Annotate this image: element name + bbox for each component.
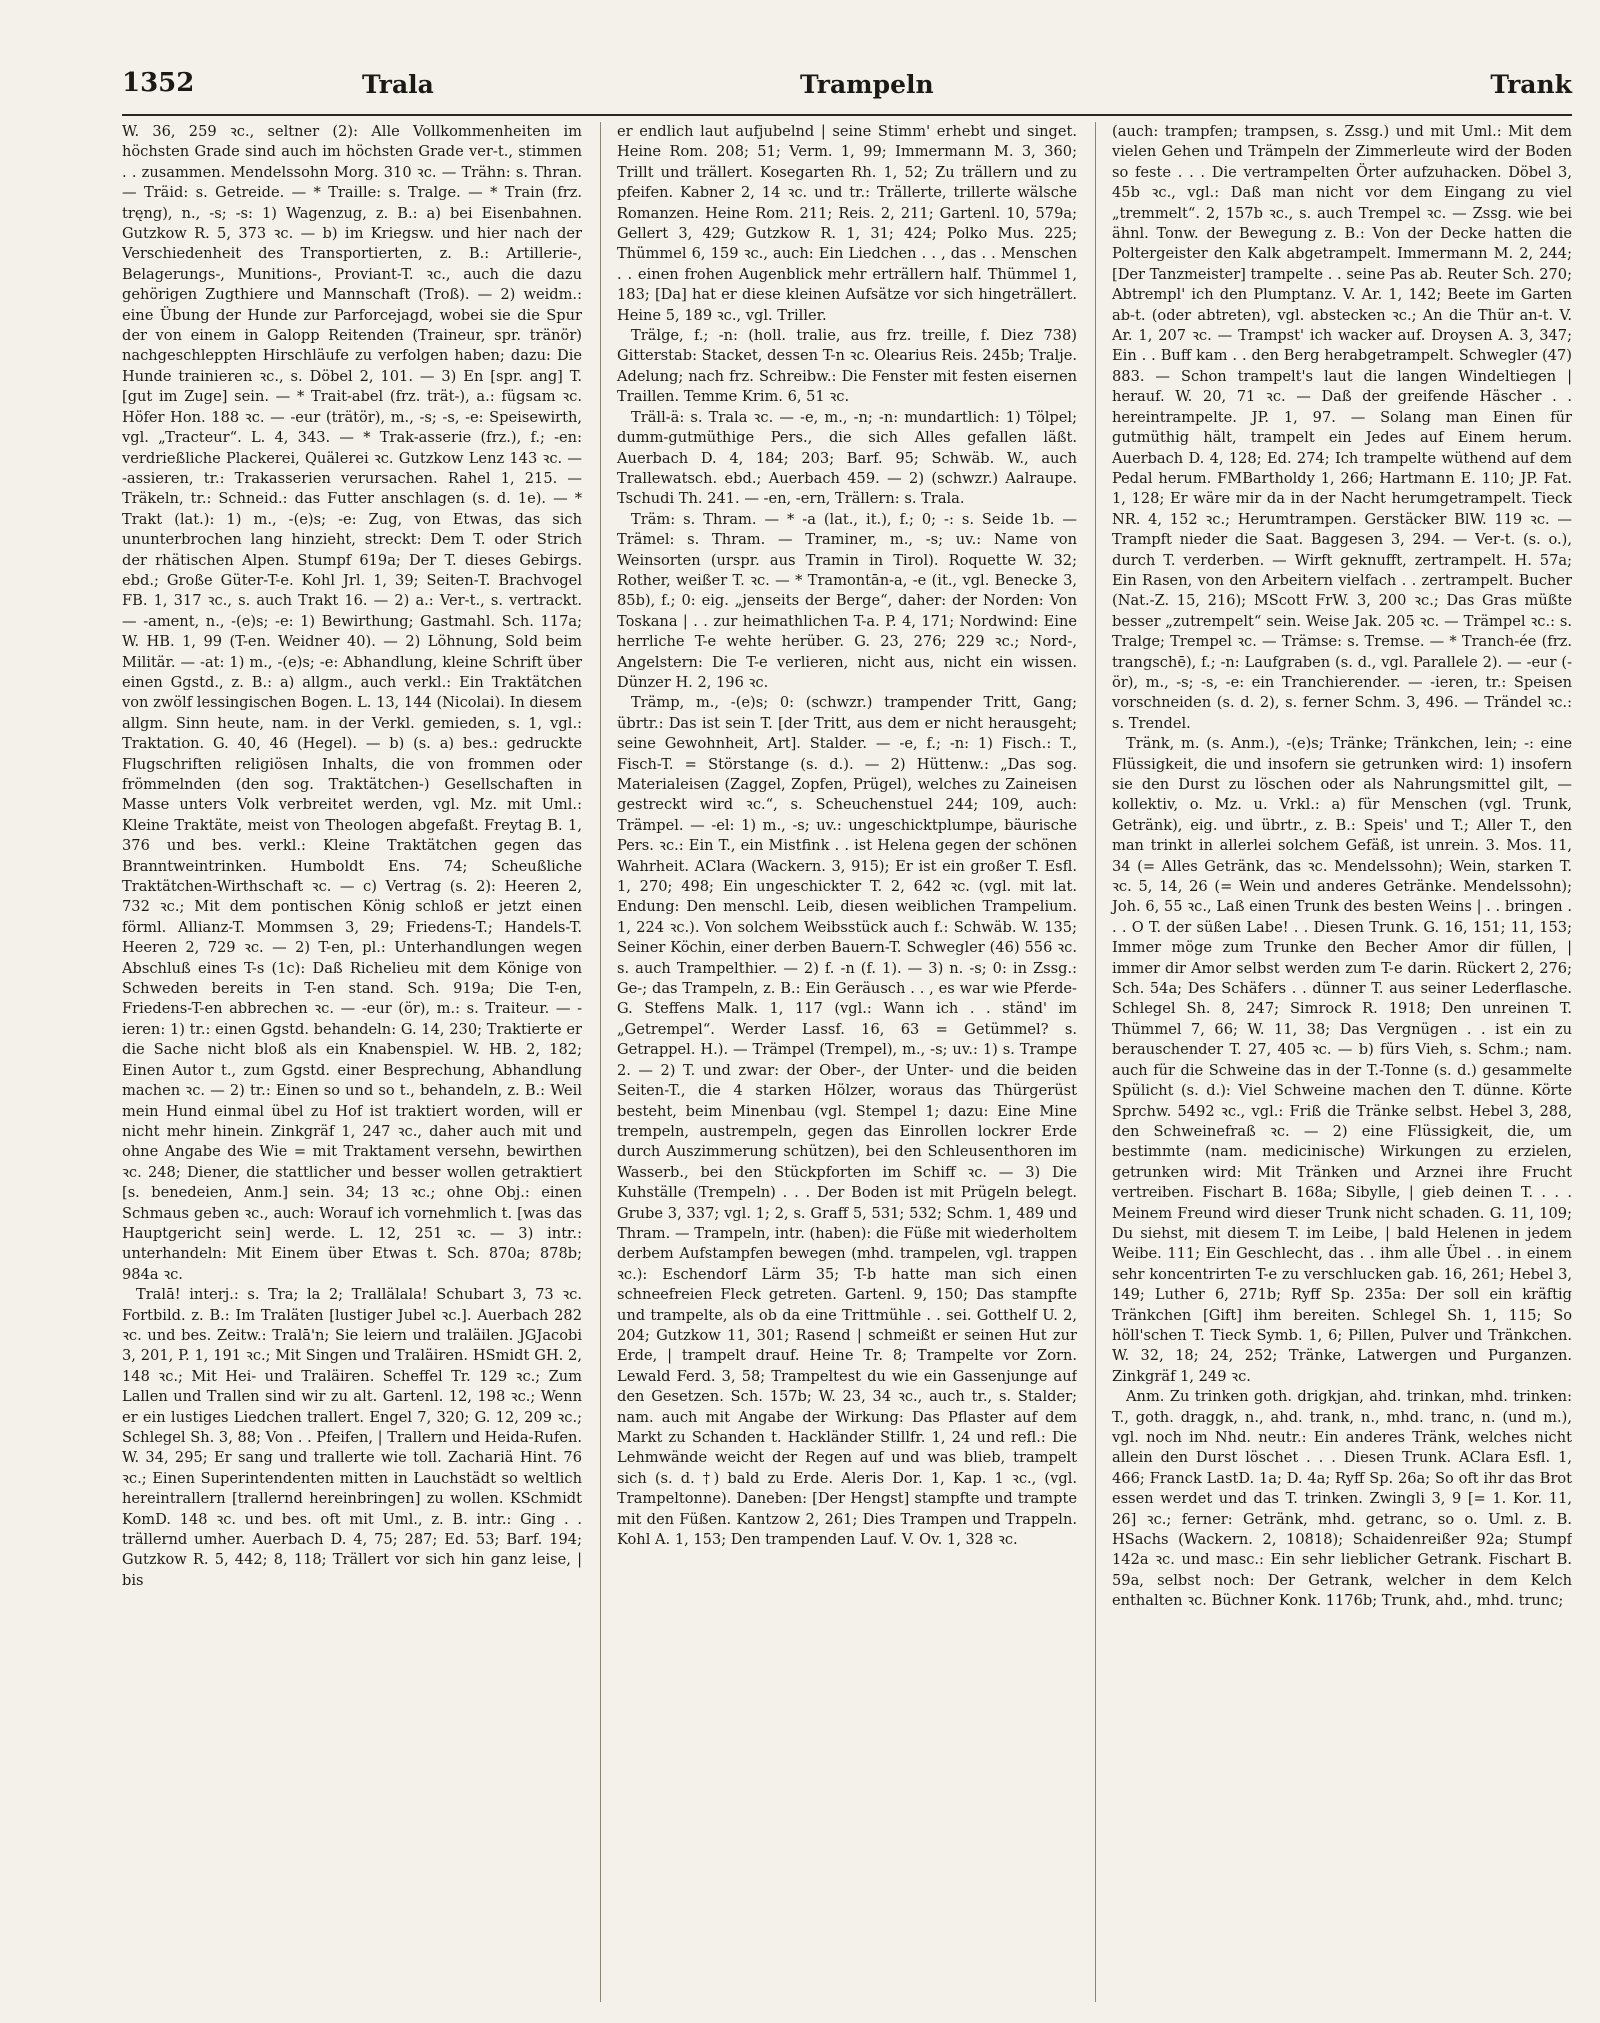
page-number: 1352 [122, 68, 195, 98]
entry-paragraph: (auch: trampfen; trampsen, s. Zssg.) und mit Uml.: Mit dem vielen Gehen und Trämpeln der Zimmerleute wird der Boden so feste . . . Die vertrampelten Örter aufzuhacken. Döbel 3, 45b ꝛc., vgl.: Daß man nicht vor dem Eingang zu viel „tremmelt“. 2, 157b ꝛc., s. auch Trempel ꝛc. — Zssg. wie bei ähnl. Tonw. der Bewegung z. B.: Von der Decke hatten die Poltergeister den Kalk abgetrampelt. Immermann M. 2, 244; [Der Tanzmeister] trampelte . . seine Pas ab. Reuter Sch. 270; Abtrempl' ich den Plumptanz. V. Ar. 1, 142; Beete im Garten ab-t. (oder abtreten), vgl. abstecken ꝛc.; An die Thür an-t. V. Ar. 1, 207 ꝛc. — Trampst' ich wacker auf. Droysen A. 3, 347; Ein . . Buff kam . . den Berg herabgetrampelt. Schwegler (47) 883. — Schon trampelt's laut die langen Windeltiegen | herauf. W. 20, 71 ꝛc. — Daß der greifende Häscher . . hereintrampelte. JP. 1, 97. — Solang man Einen für gutmüthig hält, trampelt ein Jedes auf Einem herum. Auerbach D. 4, 128; Ed. 274; Ich trampelte wüthend auf dem Pedal herum. FMBartholdy 1, 266; Hartmann E. 110; JP. Fat. 1, 128; Er wäre mir da in der Nacht herumgetrampelt. Tieck NR. 4, 152 ꝛc.; Herumtrampen. Gerstäcker BlW. 119 ꝛc. — Trampft nieder die Saat. Baggesen 3, 294. — Ver-t. (s. o.), durch T. verderben. — Wirft geknufft, zertrampelt. H. 57a; Ein Rasen, von den Arbeitern vielfach . . zertrampelt. Bucher (Nat.-Z. 15, 216); MScott FrW. 3, 200 ꝛc.; Das Gras müßte besser „zutrempelt“ sein. Weise Jak. 205 ꝛc. — Trämpel ꝛc.: s. Tralge; Trempel ꝛc. — Trämse: s. Tremse. — * Tranch-ée (frz. trangschē), f.; -n: Laufgraben (s. d., vgl. Parallele 2). — -eur (-ör), m., -s; -s, -e: ein Tranchierender. — -ieren, tr.: Speisen vorschneiden (s. d. 2), s. ferner Schm. 3, 496. — Trändel ꝛc.: s. Trendel. [1112, 123, 1572, 732]
entry-paragraph: Trämp, m., -(e)s; 0: (schwzr.) trampender Tritt, Gang; übrtr.: Das ist sein T. [der Tritt, aus dem er nicht herausgeht; seine Gewohnheit, Art]. Stalder. — -e, f.; -n: 1) Fisch.: T., Fisch-T. = Störstange (s. d.). — 2) Hüttenw.: „Das sog. Materialeisen (Zaggel, Zopfen, Prügel), welches zu Zaineisen gestreckt wird ꝛc.“, s. Scheuchenstuel 244; 109, auch: Trämpel. — -el: 1) m., -s; uv.: ungeschicktplumpe, bäurische Pers. ꝛc.: Ein T., ein Mistfink . . ist Helena gegen der schönen Wahrheit. AClara (Wackern. 3, 915); Er ist ein großer T. Esfl. 1, 270; 498; Ein ungeschickter T. 2, 642 ꝛc. (vgl. mit lat. Endung: Den menschl. Leib, diesen weiblichen Trampelium. 1, 224 ꝛc.). Von solchem Weibsstück auch f.: Schwäb. W. 135; Seiner Köchin, einer derben Bauern-T. Schwegler (46) 556 ꝛc. s. auch Trampelthier. — 2) f. -n (f. 1). — 3) n. -s; 0: in Zssg.: Ge-; das Trampeln, z. B.: Ein Geräusch . . , es war wie Pferde-G. Steffens Malk. 1, 117 (vgl.: Wann ich . . ständ' im „Getrempel“. Werder Lassf. 16, 63 = Getümmel? s. Getrappel. H.). — Trämpel (Trempel), m., -s; uv.: 1) s. Trampe 2. — 2) T. und zwar: der Ober-, der Unter- und die beiden Seiten-T., die 4 starken Hölzer, woraus das Thürgerüst besteht, beim Minenbau (vgl. Stempel 1; dazu: Eine Mine trempeln, austrempeln, gegen das Einrollen lockrer Erde durch Auszimmerung schützen), bei den Schleusenthoren im Wasserb., bei den Stückpforten im Schiff ꝛc. — 3) Die Kuhställe (Trempeln) . . . Der Boden ist mit Prügeln belegt. Grube 3, 337; vgl. 1; 2, s. Graff 5, 531; 532; Schm. 1, 489 und Thram. — Trampeln, intr. (haben): die Füße mit wiederholtem derbem Aufstampfen bewegen (mhd. trampelen, vgl. trappen ꝛc.): Eschendorf Lärm 35; T-b hatte man sich einen schneefreien Fleck getreten. Gartenl. 9, 150; Das stampfte und trampelte, als ob da eine Trittmühle . . sei. Gotthelf U. 2, 204; Gutzkow 11, 301; Rasend | schmeißt er seinen Hut zur Erde, | trampelt drauf. Heine Tr. 8; Trampelte vor Zorn. Lewald Ferd. 3, 58; Trampeltest du wie ein Gassenjunge auf den Gesetzen. Sch. 157b; W. 23, 34 ꝛc., auch tr., s. Stalder; nam. auch mit Angabe der Wirkung: Das Pflaster auf dem Markt zu Schanden t. Hackländer Stillfr. 1, 24 und refl.: Die Lehmwände weicht der Regen auf und was blieb, trampelt sich (s. d. †) bald zu Erde. Aleris Dor. 1, Kap. 1 ꝛc., (vgl. Trampeltonne). Daneben: [Der Hengst] stampfte und trampte mit den Füßen. Kantzow 2, 261; Dies Trampen und Trappeln. Kohl A. 1, 153; Den trampenden Lauf. V. Ov. 1, 328 ꝛc. [617, 694, 1077, 1549]
running-head-left: Trala [362, 70, 434, 99]
entry-paragraph: Tränk, m. (s. Anm.), -(e)s; Tränke; Tränkchen, lein; -: eine Flüssigkeit, die und insofern sie getrunken wird: 1) insofern sie den Durst zu löschen oder als Nahrungsmittel gilt, — kollektiv, o. Mz. u. Vrkl.: a) für Menschen (vgl. Trunk, Getränk), eig. und übrtr., z. B.: Speis' und T.; Aller T., den man trinkt in allerlei solchem Gefäß, ist unrein. 3. Mos. 11, 34 (= Alles Getränk, das ꝛc. Mendelssohn); Wein, starken T. ꝛc. 5, 14, 26 (= Wein und anderes Getränke. Mendelssohn); Joh. 6, 55 ꝛc., Laß einen Trunk des besten Weins | . . bringen . . . O T. der süßen Labe! . . Diesen Trunk. G. 16, 151; 11, 153; Immer möge zum Trunke den Becher Amor dir füllen, | immer dir Amor selbst werden zum T-e darin. Rückert 2, 276; Sch. 54a; Des Schäfers . . dünner T. aus seiner Lederflasche. Schlegel Sh. 8, 247; Simrock R. 1918; Den unreinen T. Thümmel 7, 66; W. 11, 38; Das Vergnügen . . ist ein zu berauschender T. 27, 405 ꝛc. — b) fürs Vieh, s. Schm.; nam. auch für die Schweine das in der T.-Tonne (s. d.) gesammelte Spülicht (s. d.): Viel Schweine machen den T. dünne. Körte Sprchw. 5492 ꝛc., vgl.: Friß die Tränke selbst. Hebel 3, 288, den Schweinefraß ꝛc. — 2) eine Flüssigkeit, die, um bestimmte (nam. medicinische) Wirkungen zu erzielen, getrunken wird: Mit Tränken und Arznei ihre Frucht vertreiben. Fischart B. 168a; Sibylle, | gieb deinen T. . . . Meinem Freund wird dieser Trunk nicht schaden. G. 11, 109; Du siehst, mit diesem T. im Leibe, | bald Helenen in jedem Weibe. 111; Ein Geschlecht, das . . ihm alle Übel . . in einem sehr koncentrirten T-e zu verschlucken gab. 16, 261; Hebel 3, 149; Luther 6, 271b; Ryff Sp. 235a: Der soll ein kräftig Tränkchen [Gift] ihm bereiten. Schlegel Sh. 1, 115; So höll'schen T. Tieck Symb. 1, 6; Pillen, Pulver und Tränkchen. W. 32, 18; 24, 252; Tränke, Latwergen und Purganzen. Zinkgräf 1, 249 ꝛc. [1112, 735, 1572, 1385]
column-left [122, 122, 582, 2002]
entry-paragraph: Tralā! interj.: s. Tra; la 2; Trallälala! Schubart 3, 73 ꝛc. Fortbild. z. B.: Im Traläten [lustiger Jubel ꝛc.]. Auerbach 282 ꝛc. und bes. Zeitw.: Tralā'n; Sie leiern und traläilen. JGJacobi 3, 201, P. 1, 191 ꝛc.; Mit Singen und Traläiren. HSmidt GH. 2, 148 ꝛc.; Mit Hei- und Traläiren. Scheffel Tr. 129 ꝛc.; Zum Lallen und Trallen sind wir zu alt. Gartenl. 12, 198 ꝛc.; Wenn er ein lustiges Liedchen trallert. Engel 7, 320; G. 12, 209 ꝛc.; Schlegel Sh. 3, 88; Von . . Pfeifen, | Trallern und Heida-Rufen. W. 34, 295; Er sang und trallerte wie toll. Zachariä Hint. 76 ꝛc.; Einen Superintendenten mitten in Lauchstädt so weltlich hereintrallern [trallernd hereinbringen] zu wollen. KSchmidt KomD. 148 ꝛc. und bes. oft mit Uml., z. B. intr.: Ging . . trällernd umher. Auerbach D. 4, 75; 287; Ed. 53; Barf. 194; Gutzkow R. 5, 442; 8, 118; Trällert vor sich hin ganz leise, | bis [122, 1286, 582, 1589]
entry-paragraph: er endlich laut aufjubelnd | seine Stimm' erhebt und singet. Heine Rom. 208; 51; Verm. 1, 99; Immermann M. 3, 360; Trillt und trällert. Kosegarten Rh. 1, 52; Zu trällern und zu pfeifen. Kabner 2, 14 ꝛc. und tr.: Trällerte, trillerte wälsche Romanzen. Heine Rom. 211; Reis. 2, 211; Gartenl. 10, 579a; Gellert 3, 429; Gutzkow R. 1, 31; 424; Polko Mus. 225; Thümmel 6, 159 ꝛc., auch: Ein Liedchen . . , das . . Menschen . . einen frohen Augenblick mehr erträllern half. Thümmel 1, 183; [Da] hat er diese kleinen Aufsätze vor sich hingeträllert. Heine 5, 189 ꝛc., vgl. Triller. [617, 123, 1077, 324]
header-rule [122, 114, 1572, 116]
entry-paragraph: Träm: s. Thram. — * -a (lat., it.), f.; 0; -: s. Seide 1b. — Trämel: s. Thram. — Traminer, m., -s; uv.: Name von Weinsorten (urspr. aus Tramin in Tirol). Roquette W. 32; Rother, weißer T. ꝛc. — * Tramontān-a, -e (it., vgl. Benecke 3, 85b), f.; 0: eig. „jenseits der Berge“, daher: der Norden: Von Toskana | . . zur heimathlichen T-a. P. 4, 171; Nordwind: Eine herrliche T-e wehte herüber. G. 23, 276; 229 ꝛc.; Nord-, Angelstern: Die T-e verlieren, nicht aus, nicht ein wissen. Dünzer H. 2, 196 ꝛc. [617, 510, 1077, 691]
entry-paragraph: Träll-ä: s. Trala ꝛc. — -e, m., -n; -n: mundartlich: 1) Tölpel; dumm-gutmüthige Pers., die sich Alles gefallen läßt. Auerbach D. 4, 184; 203; Barf. 95; Schwäb. W., auch Trallewatsch. ebd.; Auerbach 459. — 2) (schwzr.) Aalraupe. Tschudi Th. 241. — -en, -ern, Trällern: s. Trala. [617, 408, 1077, 508]
entry-note: Anm. Zu trinken goth. drigkjan, ahd. trinkan, mhd. trinken: T., goth. draggk, n., ahd. trank, n., mhd. tranc, n. (und m.), vgl. noch im Nhd. neutr.: Ein anderes Tränk, welches nicht allein den Durst löschet . . . Diesen Trunk. AClara Esfl. 1, 466; Franck LastD. 1a; D. 4a; Ryff Sp. 26a; So oft ihr das Brot essen werdet und das T. trinken. Zwingli 3, 9 [= 1. Kor. 11, 26] ꝛc.; ferner: Getränk, mhd. getranc, so o. Uml. z. B. HSachs (Wackern. 2, 10818); Schaidenreißer 92a; Stumpf 142a ꝛc. und masc.: Ein sehr lieblicher Getrank. Fischart B. 59a, selbst noch: Der Getrank, welcher in dem Kelch enthalten ꝛc. Büchner Konk. 1176b; Trunk, ahd., mhd. trunc; [1112, 1388, 1572, 1610]
column-middle [600, 122, 1077, 2002]
column-right [1095, 122, 1572, 2002]
entry-paragraph: W. 36, 259 ꝛc., seltner (2): Alle Vollkommenheiten im höchsten Grade sind auch im höchsten Grade ver-t., stimmen . . zusammen. Mendelssohn Morg. 310 ꝛc. — Trähn: s. Thran. — Träid: s. Getreide. — * Traille: s. Tralge. — * Train (frz. tręng), n., -s; -s: 1) Wagenzug, z. B.: a) bei Eisenbahnen. Gutzkow R. 5, 373 ꝛc. — b) im Kriegsw. und hier nach der Verschiedenheit des Transportierten, z. B.: Artillerie-, Belagerungs-, Munitions-, Proviant-T. ꝛc., auch die dazu gehörigen Zugthiere und Mannschaft (Troß). — 2) weidm.: eine Übung der Hunde zur Parforcejagd, wobei sie die Spur der von einem in Galopp Reitenden (Traineur, spr. tränör) nachgeschleppten Hirschläufe zu verfolgen haben; dazu: Die Hunde trainieren ꝛc., s. Döbel 2, 101. — 3) En [spr. ang] T. [gut im Zuge] sein. — * Trait-abel (frz. trät-), a.: fügsam ꝛc. Höfer Hon. 188 ꝛc. — -eur (trätör), m., -s; -s, -e: Speisewirth, vgl. „Tracteur“. L. 4, 343. — * Trak-asserie (frz.), f.; -en: verdrießliche Plackerei, Quälerei ꝛc. Gutzkow Lenz 143 ꝛc. — -assieren, tr.: Trakasserien verursachen. Rahel 1, 215. — Träkeln, tr.: Schneid.: das Futter anschlagen (s. d. 1e). — * Trakt (lat.): 1) m., -(e)s; -e: Zug, von Etwas, das sich ununterbrochen lang hinzieht, streckt: Dem T. oder Strich der rhätischen Alpen. Stumpf 619a; Der T. dieses Gebirgs. ebd.; Große Güter-T-e. Kohl Jrl. 1, 39; Seiten-T. Brachvogel FB. 1, 317 ꝛc., s. auch Trakt 16. — 2) a.: Ver-t., s. vertrackt. — -ament, n., -(e)s; -e: 1) Bewirthung; Gastmahl. Sch. 117a; W. HB. 1, 99 (T-en. Weidner 40). — 2) Löhnung, Sold beim Militär. — -at: 1) m., -(e)s; -e: Abhandlung, kleine Schrift über einen Ggstd., z. B.: a) allgm., auch verkl.: Ein Traktätchen von zwölf lessingischen Bogen. L. 13, 144 (Nicolai). In diesem allgm. Sinn heute, nam. in der Verkl. gemieden, s. 1, vgl.: Traktation. G. 40, 46 (Hegel). — b) (s. a) bes.: gedruckte Flugschriften religiösen Inhalts, die von frommen oder frömmelnden (den sog. Traktätchen-) Gesellschaften in Masse unters Volk verbreitet werden, vgl. Mz. mit Uml.: Kleine Traktäte, meist von Theologen abgefaßt. Freytag B. 1, 376 und bes. verkl.: Kleine Traktätchen gegen das Branntweintrinken. Humboldt Ens. 74; Scheußliche Traktätchen-Wirthschaft ꝛc. — c) Vertrag (s. 2): Heeren 2, 732 ꝛc.; Mit dem pontischen König schloß er jetzt einen förml. Allianz-T. Mommsen 3, 29; Friedens-T.; Handels-T. Heeren 2, 729 ꝛc. — 2) T-en, pl.: Unterhandlungen wegen Abschluß eines T-s (1c): Daß Richelieu mit dem Könige von Schweden bereits in T-en stand. Sch. 919a; Die T-en, Friedens-T-en abbrechen ꝛc. — -eur (ör), m.: s. Traiteur. — -ieren: 1) tr.: einen Ggstd. behandeln: G. 14, 230; Traktierte er die Sache nicht bloß als ein Knabenspiel. W. HB. 2, 182; Einen Autor t., zum Ggstd. einer Besprechung, Abhandlung machen ꝛc. — 2) tr.: Einen so und so t., behandeln, z. B.: Weil mein Hund einmal übel zu Hof ist traktiert worden, will er nicht mehr hinein. Zinkgräf 1, 247 ꝛc., daher auch mit und ohne Angabe des Wie = mit Traktament versehn, bewirthen ꝛc. 248; Diener, die stattlicher und besser wollen getraktiert [s. benedeien, Anm.] sein. 34; 13 ꝛc.; ohne Obj.: einen Schmaus geben ꝛc., auch: Worauf ich vornehmlich t. [was das Hauptgericht sein] werde. L. 12, 251 ꝛc. — 3) intr.: unterhandeln: Mit Einem über Etwas t. Sch. 870a; 878b; 984a ꝛc. [122, 123, 582, 1283]
page-header [122, 68, 1572, 108]
running-head-middle: Trampeln [800, 70, 934, 99]
text-columns [122, 122, 1572, 2002]
running-head-right: Trank [1490, 70, 1572, 99]
entry-paragraph: Trälge, f.; -n: (holl. tralie, aus frz. treille, f. Diez 738) Gitterstab: Stacket, dessen T-n ꝛc. Olearius Reis. 245b; Tralje. Adelung; nach frz. Schreibw.: Die Fenster mit festen eisernen Traillen. Temme Krim. 6, 51 ꝛc. [617, 327, 1077, 406]
